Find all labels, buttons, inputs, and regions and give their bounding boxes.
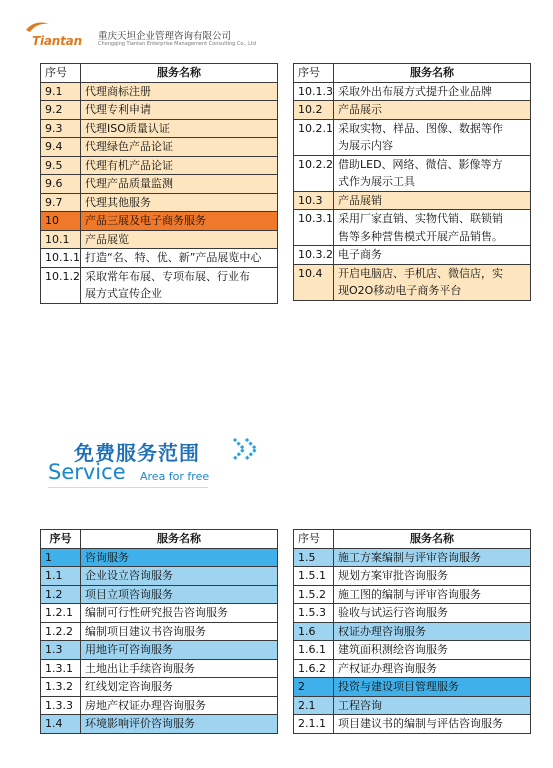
row-service-name: 权证办理咨询服务	[334, 622, 531, 641]
company-name-cn: 重庆天坦企业管理咨询有限公司	[98, 31, 232, 42]
row-service-name: 现O2O移动电子商务平台	[334, 282, 531, 300]
table-row	[41, 119, 278, 138]
table-row	[41, 604, 278, 623]
table-row	[294, 264, 531, 282]
row-number: 2.1.1	[294, 715, 334, 734]
header-name: 服务名称	[81, 530, 278, 549]
row-service-name: 借助LED、网络、微信、影像等方	[334, 155, 531, 173]
row-service-name: 代理专利申请	[81, 101, 278, 120]
table-row	[294, 282, 531, 300]
row-service-name: 验收与试运行咨询服务	[334, 604, 531, 623]
row-number: 9.4	[41, 138, 81, 157]
table-row	[294, 715, 531, 734]
row-number: 9.2	[41, 101, 81, 120]
row-number: 1.6.1	[294, 641, 334, 660]
table-row	[294, 82, 531, 101]
divider	[48, 487, 208, 488]
table-row	[294, 101, 531, 120]
table-row	[294, 604, 531, 623]
table-row	[294, 548, 531, 567]
row-service-name: 项目建议书的编制与评估咨询服务	[334, 715, 531, 734]
row-number: 10.1	[41, 230, 81, 249]
table-row	[41, 622, 278, 641]
table-row	[41, 715, 278, 734]
row-number: 10.3.1	[294, 210, 334, 228]
row-service-name: 展方式宣传企业	[81, 285, 278, 303]
row-number: 10.3	[294, 191, 334, 210]
row-number: 1.6	[294, 622, 334, 641]
row-service-name: 产品展销	[334, 191, 531, 210]
table-row	[294, 567, 531, 586]
row-service-name: 代理产品质量监测	[81, 175, 278, 194]
row-service-name: 土地出让手续咨询服务	[81, 659, 278, 678]
row-number: 1.5.1	[294, 567, 334, 586]
table-row	[294, 659, 531, 678]
table-row	[294, 696, 531, 715]
table-row	[41, 230, 278, 249]
row-number: 9.7	[41, 193, 81, 212]
table-row	[41, 548, 278, 567]
table-row	[41, 193, 278, 212]
header-name: 服务名称	[81, 64, 278, 83]
row-service-name: 式作为展示工具	[334, 173, 531, 191]
row-service-name: 项目立项咨询服务	[81, 585, 278, 604]
table-row	[41, 156, 278, 175]
row-number: 9.1	[41, 82, 81, 101]
row-service-name: 采取外出布展方式提升企业品牌	[334, 82, 531, 101]
row-number: 1.5.3	[294, 604, 334, 623]
row-number: 9.3	[41, 119, 81, 138]
row-number	[41, 285, 81, 303]
table-row	[41, 285, 278, 303]
row-service-name: 施工图的编制与评审咨询服务	[334, 585, 531, 604]
table-header-row	[294, 530, 531, 549]
row-service-name: 产品展览	[81, 230, 278, 249]
row-service-name: 环境影响评价咨询服务	[81, 715, 278, 734]
table-row	[294, 119, 531, 137]
table-row	[41, 82, 278, 101]
row-number	[294, 228, 334, 246]
header-name: 服务名称	[334, 530, 531, 549]
row-service-name: 编制项目建议书咨询服务	[81, 622, 278, 641]
header-name: 服务名称	[334, 64, 531, 83]
row-service-name: 代理绿色产品论证	[81, 138, 278, 157]
row-number: 1.3.1	[41, 659, 81, 678]
row-service-name: 售等多种营售模式开展产品销售。	[334, 228, 531, 246]
row-number: 1	[41, 548, 81, 567]
table-row	[294, 137, 531, 155]
row-service-name: 产品展示	[334, 101, 531, 120]
row-service-name: 采取实物、样品、图像、数据等作	[334, 119, 531, 137]
row-number	[294, 173, 334, 191]
row-service-name: 代理ISO质量认证	[81, 119, 278, 138]
table-row	[294, 641, 531, 660]
header-num: 序号	[294, 64, 334, 83]
row-service-name: 建筑面积测绘咨询服务	[334, 641, 531, 660]
row-service-name: 开启电脑店、手机店、微信店，实	[334, 264, 531, 282]
row-number: 10.1.2	[41, 267, 81, 285]
table-row	[294, 210, 531, 228]
row-service-name: 编制可行性研究报告咨询服务	[81, 604, 278, 623]
table-row	[41, 212, 278, 231]
table-row	[41, 659, 278, 678]
table-row	[294, 678, 531, 697]
table-row	[41, 249, 278, 268]
row-number: 10.1.3	[294, 82, 334, 101]
header-num: 序号	[41, 530, 81, 549]
row-number: 1.1	[41, 567, 81, 586]
row-number: 1.3	[41, 641, 81, 660]
row-number: 1.3.3	[41, 696, 81, 715]
service-table-4	[293, 529, 531, 734]
company-logo	[24, 20, 257, 50]
row-number	[294, 282, 334, 300]
row-number: 2.1	[294, 696, 334, 715]
row-number: 1.2.2	[41, 622, 81, 641]
row-service-name: 产品三展及电子商务服务	[81, 212, 278, 231]
header-num: 序号	[41, 64, 81, 83]
row-number: 1.2.1	[41, 604, 81, 623]
row-service-name: 用地许可咨询服务	[81, 641, 278, 660]
table-row	[41, 175, 278, 194]
table-row	[294, 191, 531, 210]
row-service-name: 代理有机产品论证	[81, 156, 278, 175]
table-row	[41, 696, 278, 715]
service-title-cn: 免费服务范围	[74, 441, 200, 465]
row-service-name: 房地产权证办理咨询服务	[81, 696, 278, 715]
row-number: 10.4	[294, 264, 334, 282]
row-service-name: 采取常年布展、专项布展、行业布	[81, 267, 278, 285]
row-number: 9.5	[41, 156, 81, 175]
row-number: 9.6	[41, 175, 81, 194]
row-number: 1.2	[41, 585, 81, 604]
row-number: 1.5	[294, 548, 334, 567]
row-number: 10.1.1	[41, 249, 81, 268]
row-service-name: 采用厂家直销、实物代销、联锁销	[334, 210, 531, 228]
table-row	[41, 585, 278, 604]
row-number: 10.2.2	[294, 155, 334, 173]
service-subtitle-en: Area for free	[140, 470, 210, 483]
row-service-name: 代理其他服务	[81, 193, 278, 212]
table-row	[294, 585, 531, 604]
brand-name: Tiantan	[32, 34, 82, 48]
row-number: 10.2.1	[294, 119, 334, 137]
table-row	[41, 267, 278, 285]
row-service-name: 产权证办理咨询服务	[334, 659, 531, 678]
table-row	[41, 641, 278, 660]
table-header-row	[41, 530, 278, 549]
service-table-2	[293, 63, 531, 301]
row-service-name: 咨询服务	[81, 548, 278, 567]
row-number: 10	[41, 212, 81, 231]
service-table-1	[40, 63, 278, 304]
row-service-name: 为展示内容	[334, 137, 531, 155]
double-chevron-icon	[232, 436, 266, 462]
table-row	[294, 622, 531, 641]
row-number: 1.4	[41, 715, 81, 734]
row-number: 10.2	[294, 101, 334, 120]
row-number: 1.5.2	[294, 585, 334, 604]
row-number: 1.3.2	[41, 678, 81, 697]
row-service-name: 投资与建设项目管理服务	[334, 678, 531, 697]
row-number	[294, 137, 334, 155]
table-row	[41, 567, 278, 586]
service-table-3	[40, 529, 278, 734]
row-number: 2	[294, 678, 334, 697]
row-service-name: 规划方案审批咨询服务	[334, 567, 531, 586]
header-num: 序号	[294, 530, 334, 549]
row-service-name: 施工方案编制与评审咨询服务	[334, 548, 531, 567]
row-service-name: 红线划定咨询服务	[81, 678, 278, 697]
table-row	[294, 246, 531, 265]
table-row	[41, 678, 278, 697]
table-header-row	[41, 64, 278, 83]
table-header-row	[294, 64, 531, 83]
row-number: 1.6.2	[294, 659, 334, 678]
table-row	[294, 228, 531, 246]
row-service-name: 工程咨询	[334, 696, 531, 715]
table-row	[294, 173, 531, 191]
row-number: 10.3.2	[294, 246, 334, 265]
service-title-en: Service	[48, 460, 126, 484]
row-service-name: 打造“名、特、优、新”产品展览中心	[81, 249, 278, 268]
company-name-en: Chongqing Tiantan Enterprise Management Consulting Co., Ltd	[98, 41, 257, 47]
row-service-name: 企业设立咨询服务	[81, 567, 278, 586]
table-row	[41, 101, 278, 120]
row-service-name: 电子商务	[334, 246, 531, 265]
table-row	[41, 138, 278, 157]
table-row	[294, 155, 531, 173]
row-service-name: 代理商标注册	[81, 82, 278, 101]
